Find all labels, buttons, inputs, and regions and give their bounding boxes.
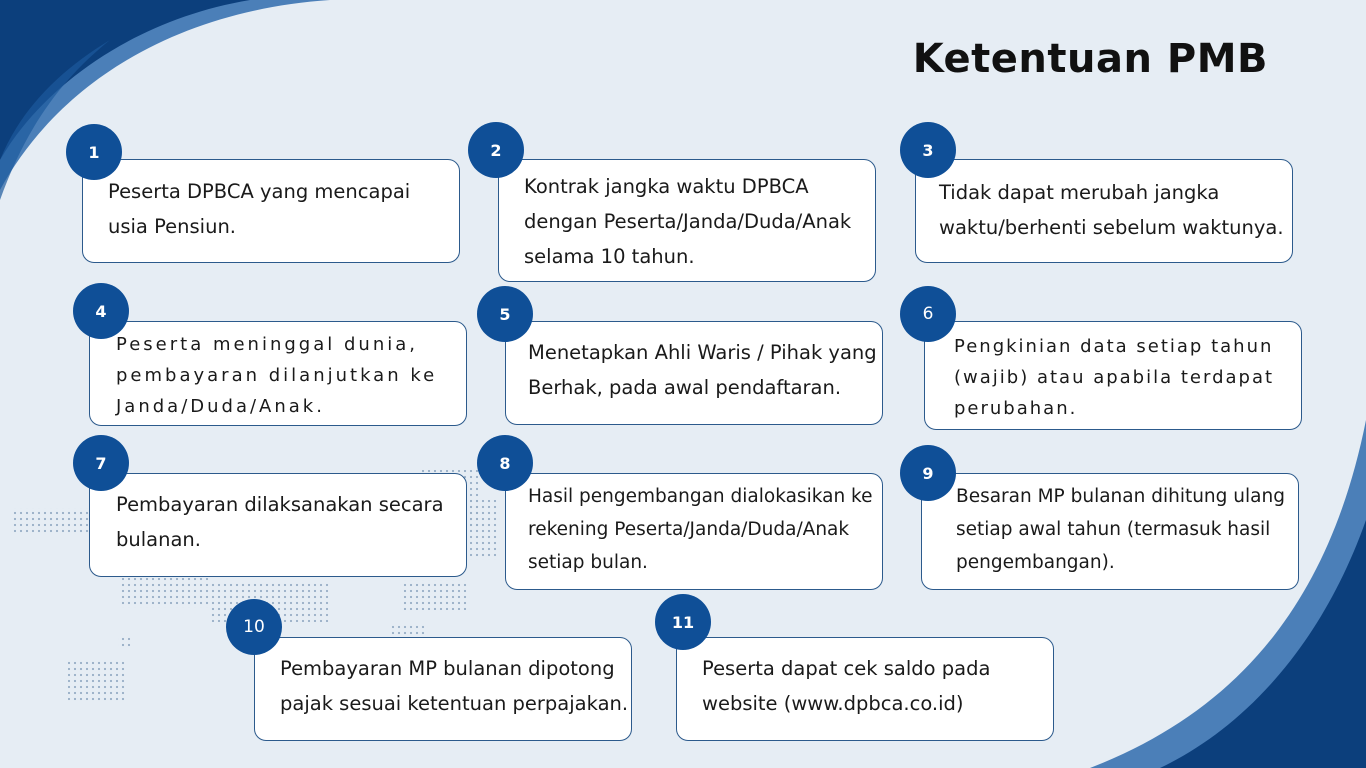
rule-text-8: Hasil pengembangan dialokasikan ke rekening Peserta/Janda/Duda/Anak setiap bulan. [528,486,873,573]
rule-number-badge-5: 5 [477,286,533,342]
rule-card-1 [82,159,460,263]
rule-card-3 [915,159,1293,263]
rule-number-badge-11: 11 [655,594,711,650]
page-title: Ketentuan PMB [912,36,1268,82]
rule-card-8 [505,473,883,590]
rule-card-7 [89,473,467,577]
rule-text-3: Tidak dapat merubah jangka waktu/berhenti sebelum waktunya. [939,181,1284,239]
rule-number-badge-2: 2 [468,122,524,178]
rule-text-6: Pengkinian data setiap tahun (wajib) atau apabila terdapat perubahan. [954,336,1275,419]
rule-card-11 [676,637,1054,741]
rule-number-badge-1: 1 [66,124,122,180]
rule-card-9 [921,473,1299,590]
rule-number-badge-3: 3 [900,122,956,178]
rule-text-7: Pembayaran dilaksanakan secara bulanan. [116,493,444,551]
rule-text-1: Peserta DPBCA yang mencapai usia Pensiun. [108,180,411,238]
rule-number-badge-4: 4 [73,283,129,339]
rule-number-badge-7: 7 [73,435,129,491]
rule-card-5 [505,321,883,425]
rule-text-10: Pembayaran MP bulanan dipotong pajak sesuai ketentuan perpajakan. [280,657,629,715]
rule-card-6 [924,321,1302,430]
rule-number-badge-8: 8 [477,435,533,491]
rule-card-4 [89,321,467,426]
rule-text-4: Peserta meninggal dunia, pembayaran dilanjutkan ke Janda/Duda/Anak. [116,334,438,417]
rule-number-badge-9: 9 [900,445,956,501]
rule-card-10 [254,637,632,741]
top-left-wave-dark [0,0,250,160]
rule-number-badge-10: 10 [226,599,282,655]
rule-text-9: Besaran MP bulanan dihitung ulang setiap awal tahun (termasuk hasil pengembangan). [956,486,1285,573]
rule-text-11: Peserta dapat cek saldo pada website (www.dpbca.co.id) [702,657,991,715]
rule-card-2 [498,159,876,282]
rule-text-2: Kontrak jangka waktu DPBCA dengan Peserta/Janda/Duda/Anak selama 10 tahun. [524,175,852,268]
rule-text-5: Menetapkan Ahli Waris / Pihak yang Berhak, pada awal pendaftaran. [528,341,877,399]
rule-number-badge-6: 6 [900,286,956,342]
